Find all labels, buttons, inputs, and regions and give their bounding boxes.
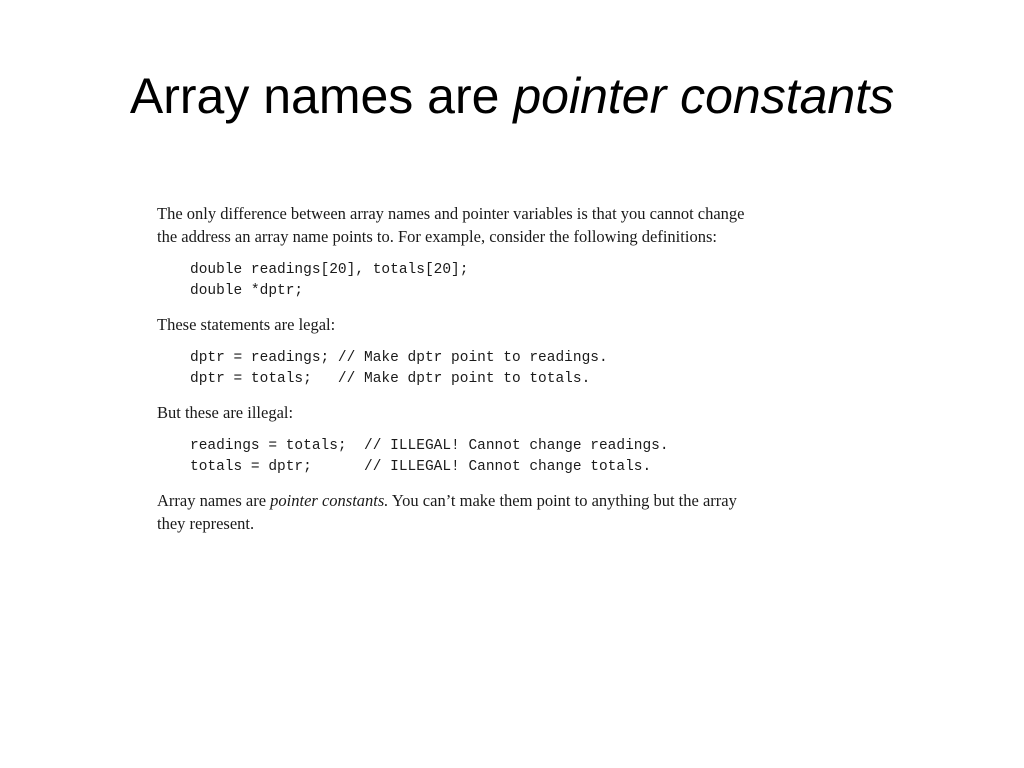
intro-paragraph xyxy=(157,202,877,248)
textbook-excerpt xyxy=(157,202,877,535)
conclusion-suffix: You can’t make them point to anything but the array xyxy=(388,491,737,510)
code-line: double *dptr; xyxy=(190,283,304,299)
definitions-code-block xyxy=(190,260,877,302)
slide-title-text: Array names are xyxy=(129,68,514,124)
conclusion-emphasis: pointer constants. xyxy=(270,491,389,510)
illegal-heading: But these are illegal: xyxy=(157,403,294,422)
slide-title-emphasis: pointer constants xyxy=(513,68,895,124)
conclusion-paragraph xyxy=(157,489,877,535)
intro-line-1: The only difference between array names and pointer variables is that you cannot change xyxy=(157,204,745,223)
legal-code-block xyxy=(190,348,877,390)
illegal-code-block xyxy=(190,436,877,478)
legal-heading: These statements are legal: xyxy=(157,315,336,334)
intro-line-2: the address an array name points to. For example, consider the following definitions: xyxy=(157,227,717,246)
code-line: double readings[20], totals[20]; xyxy=(190,262,469,278)
conclusion-prefix: Array names are xyxy=(157,491,271,510)
code-line: dptr = readings; // Make dptr point to readings. xyxy=(190,350,608,366)
code-line: readings = totals; // ILLEGAL! Cannot change readings. xyxy=(190,438,669,454)
code-line: dptr = totals; // Make dptr point to totals. xyxy=(190,371,591,387)
conclusion-line-2: they represent. xyxy=(157,514,255,533)
code-line: totals = dptr; // ILLEGAL! Cannot change totals. xyxy=(190,459,652,475)
slide-title xyxy=(0,64,1024,128)
